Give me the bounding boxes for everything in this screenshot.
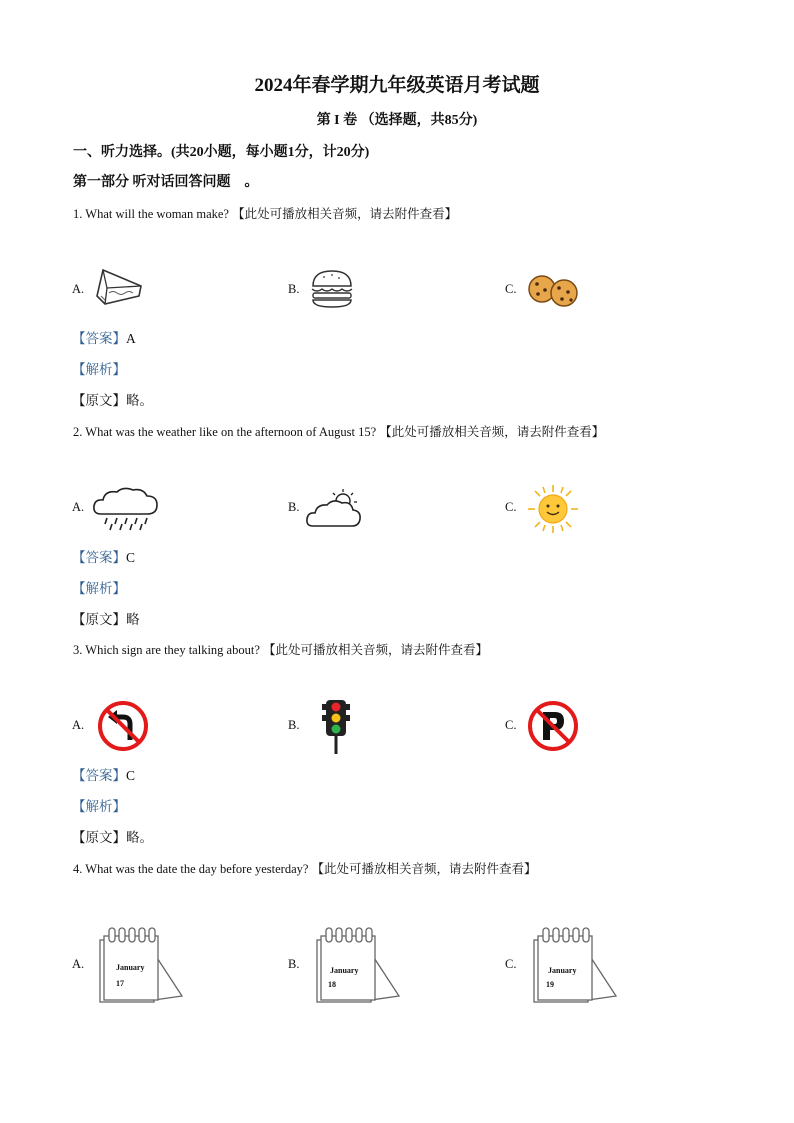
no-left-turn-sign-icon xyxy=(96,700,150,752)
original-value: 略 xyxy=(126,612,140,627)
answer-label: 【答案】 xyxy=(72,768,126,783)
analysis-label: 【解析】 xyxy=(72,362,126,377)
original-value: 略。 xyxy=(126,830,153,845)
question-2: 2. What was the weather like on the afternoon of August 15? 【此处可播放相关音频，请去附件查看】 xyxy=(73,425,605,439)
analysis-line xyxy=(72,577,126,597)
page-title: 2024年春学期九年级英语月考试题 xyxy=(254,75,540,96)
sandwich-icon xyxy=(93,266,145,310)
original-label: 【原文】 xyxy=(72,393,126,408)
original-line xyxy=(72,608,140,628)
answer-value: C xyxy=(126,768,136,783)
option-letter: B. xyxy=(288,500,300,514)
option-letter: A. xyxy=(72,718,85,732)
option-letter: A. xyxy=(72,500,85,514)
option-letter: B. xyxy=(288,718,300,732)
no-parking-sign-icon xyxy=(526,700,580,752)
option-letter: C. xyxy=(505,957,517,971)
traffic-light-icon xyxy=(322,698,350,756)
sun-icon xyxy=(526,484,580,534)
analysis-label: 【解析】 xyxy=(72,581,126,596)
original-line xyxy=(72,389,153,409)
option-letter: A. xyxy=(72,282,85,296)
answer-value: A xyxy=(126,331,136,346)
answer-value: C xyxy=(126,550,136,565)
calendar-day: 19 xyxy=(546,980,554,989)
calendar-icon xyxy=(96,926,188,1008)
analysis-line xyxy=(72,795,126,815)
option-letter: B. xyxy=(288,957,300,971)
answer-label: 【答案】 xyxy=(72,331,126,346)
original-value: 略。 xyxy=(126,393,153,408)
option-letter: B. xyxy=(288,282,300,296)
option-letter: C. xyxy=(505,718,517,732)
hamburger-icon xyxy=(309,268,355,310)
original-label: 【原文】 xyxy=(72,830,126,845)
answer-line xyxy=(72,546,135,566)
rain-cloud-icon xyxy=(91,486,161,532)
original-line xyxy=(72,826,153,846)
option-letter: C. xyxy=(505,500,517,514)
analysis-label: 【解析】 xyxy=(72,799,126,814)
question-3: 3. Which sign are they talking about? 【此处可播放相关音频，请去附件查看】 xyxy=(73,643,488,657)
calendar-month: January xyxy=(548,966,577,975)
question-1: 1. What will the woman make? 【此处可播放相关音频，请去附件查看】 xyxy=(73,207,458,221)
calendar-day: 18 xyxy=(328,980,336,989)
partly-cloudy-icon xyxy=(305,488,365,530)
calendar-day: 17 xyxy=(116,979,124,988)
answer-line xyxy=(72,764,135,784)
question-4: 4. What was the date the day before yesterday? 【此处可播放相关音频，请去附件查看】 xyxy=(73,862,537,876)
answer-label: 【答案】 xyxy=(72,550,126,565)
calendar-icon xyxy=(530,926,622,1008)
part-heading: 第一部分 听对话回答问题 。 xyxy=(73,175,259,190)
calendar-month: January xyxy=(116,963,145,972)
original-label: 【原文】 xyxy=(72,612,126,627)
option-letter: C. xyxy=(505,282,517,296)
calendar-icon xyxy=(313,926,405,1008)
section-heading: 一、听力选择。(共20小题，每小题1分，计20分) xyxy=(73,145,370,160)
answer-line xyxy=(72,327,136,347)
analysis-line xyxy=(72,358,126,378)
paper-subtitle: 第 I 卷 （选择题，共85分) xyxy=(316,113,478,128)
cookies-icon xyxy=(526,273,582,309)
option-letter: A. xyxy=(72,957,85,971)
calendar-month: January xyxy=(330,966,359,975)
